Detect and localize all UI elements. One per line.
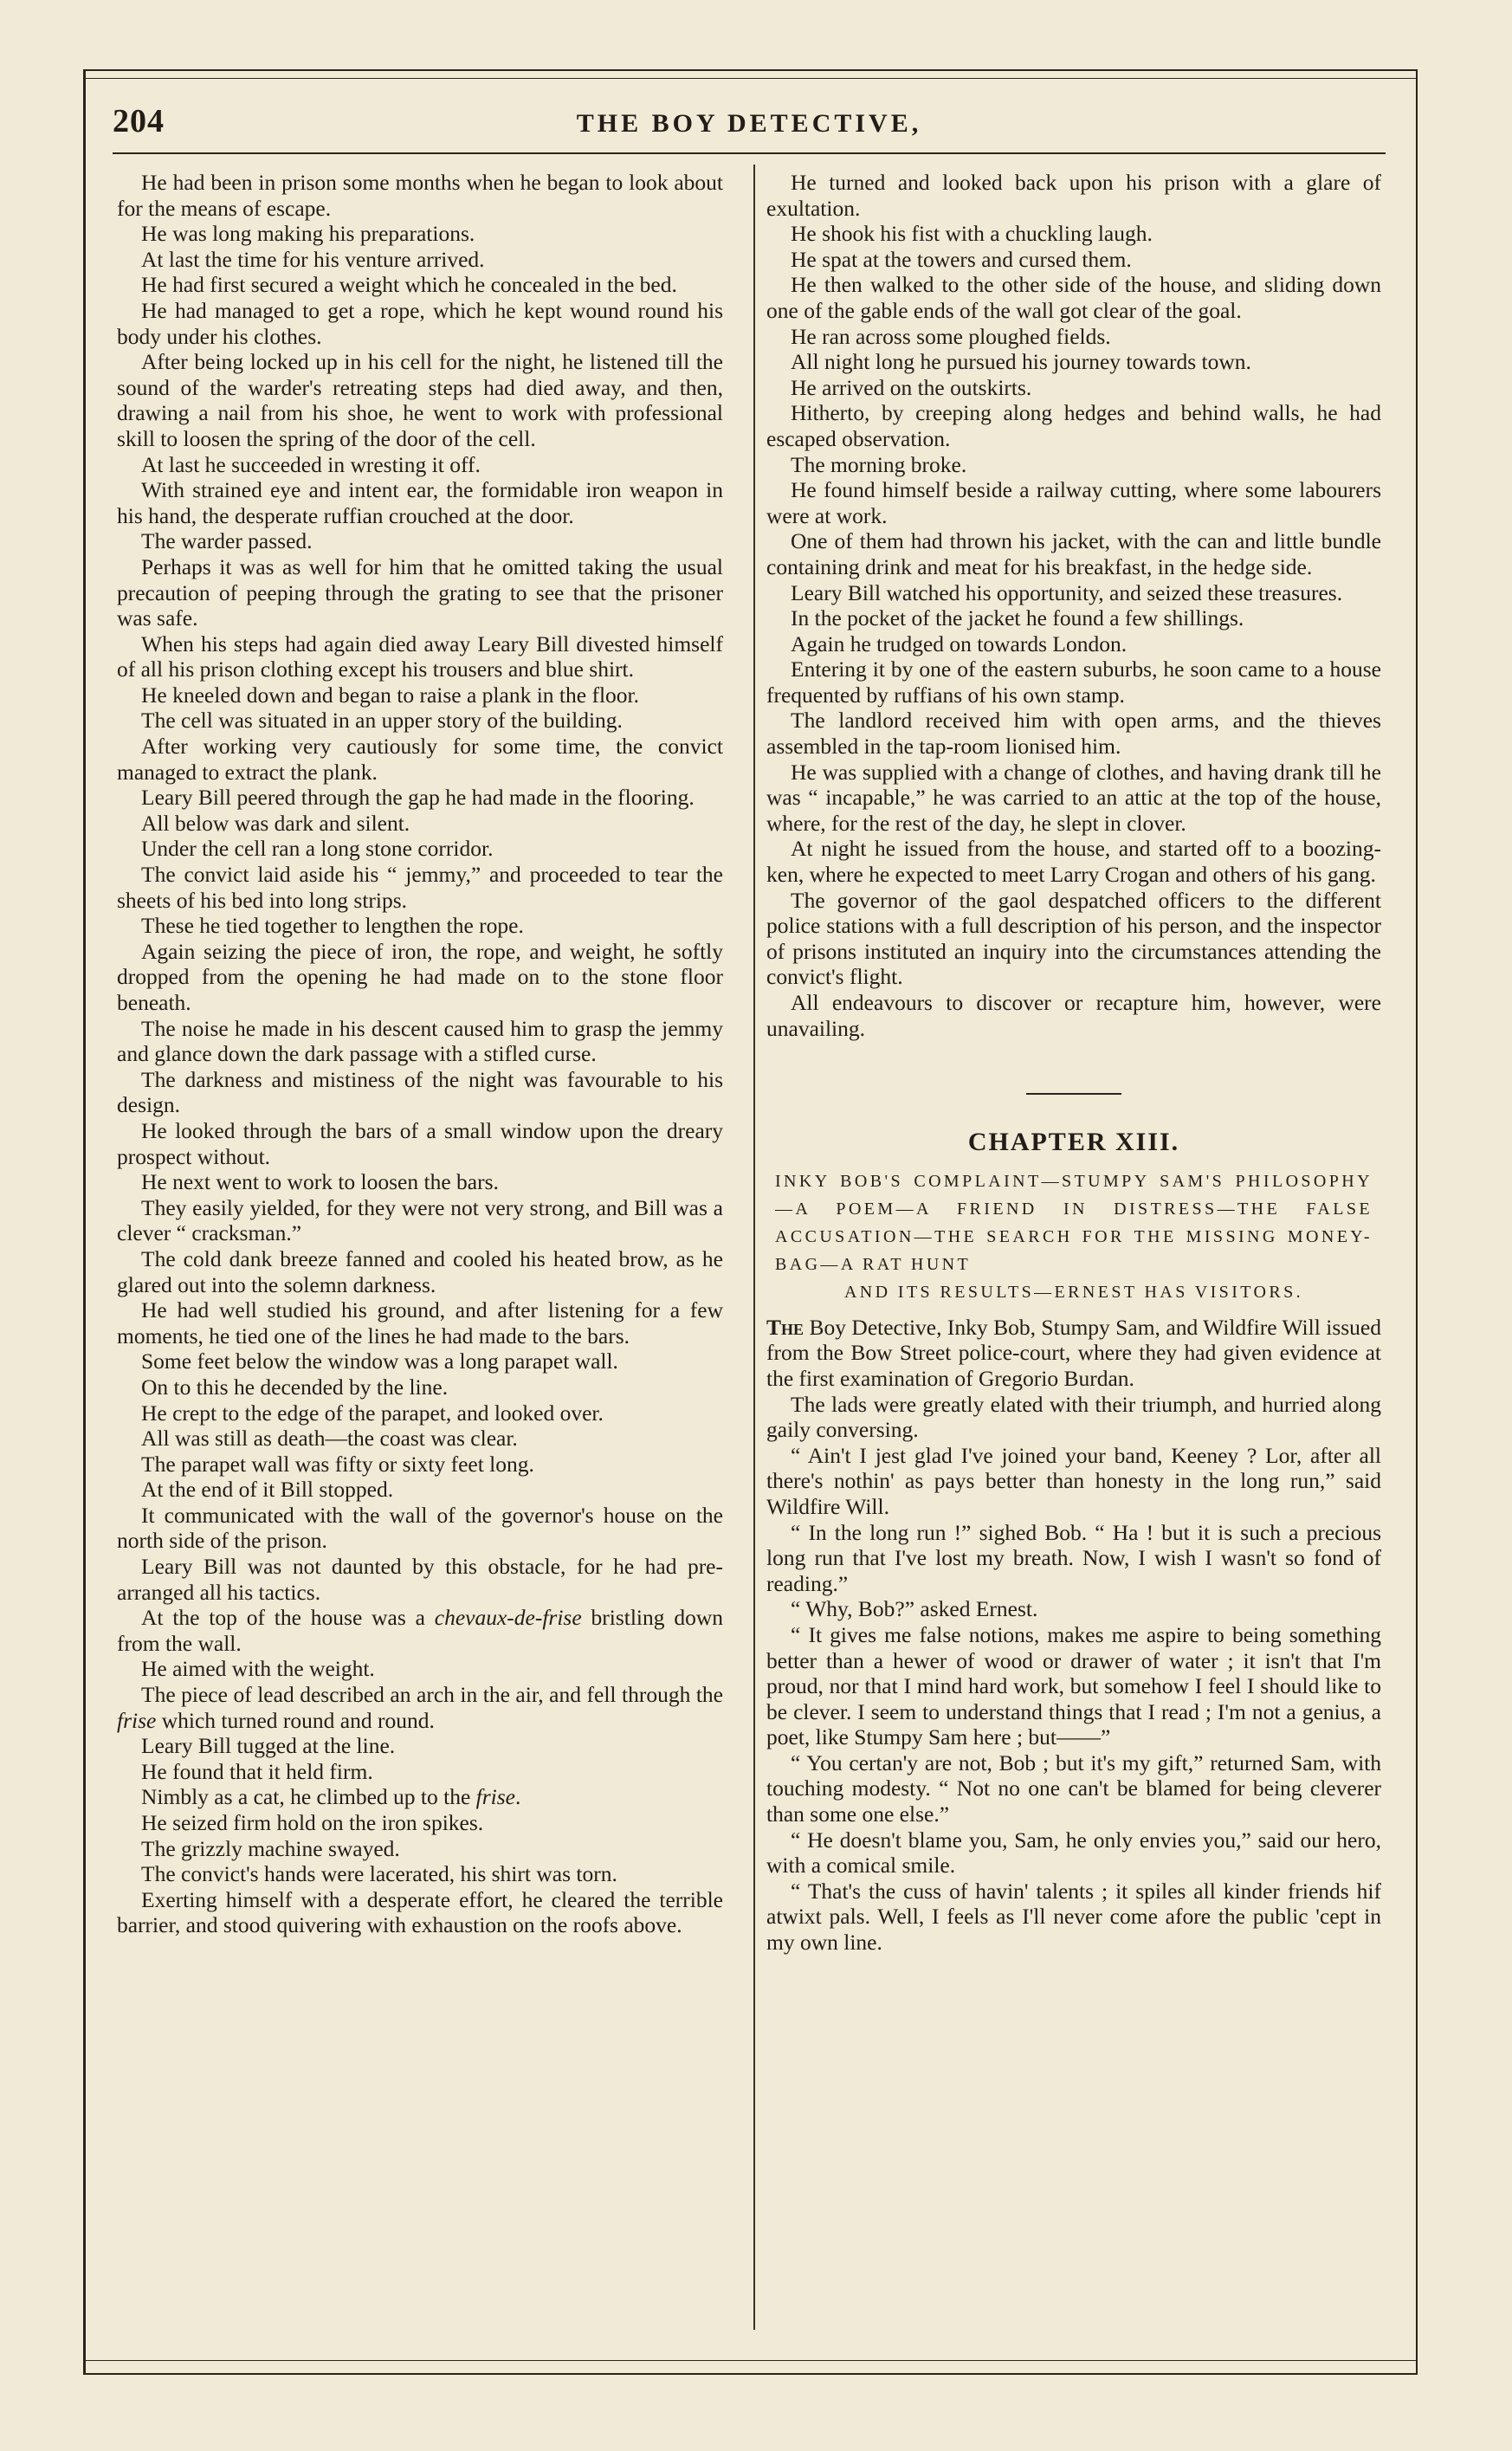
column-divider — [753, 165, 755, 2330]
paragraph: “ It gives me false notions, makes me aspire to being something better than a hewer of wood or drawer of water ; it isn't that I'm proud, nor that I mind hard work, but somehow I feel I should like to be clever. I seem to understand things that I read ; I'm not a genius, a poet, like Stumpy Sam here ; but——” — [766, 1621, 1381, 1750]
paragraph: He arrived on the outskirts. — [791, 374, 1032, 400]
paragraph: He turned and looked back upon his prison with a glare of exultation. — [766, 170, 1381, 221]
paragraph: The darkness and mistiness of the night was favourable to his design. — [117, 1066, 723, 1118]
paragraph: One of them had thrown his jacket, with the can and little bundle containing drink and meat for his breakfast, in the hedge side. — [766, 528, 1381, 579]
paragraph: He found himself beside a railway cutting, where some labourers were at work. — [766, 477, 1381, 528]
paragraph: On to this he decended by the line. — [141, 1374, 449, 1400]
paragraph: With strained eye and intent ear, the formidable iron weapon in his hand, the desperate ruffian crouched at the door. — [117, 477, 723, 528]
right-column — [766, 170, 1381, 1956]
paragraph: After working very cautiously for some time, the convict managed to extract the plank. — [117, 734, 723, 785]
paragraph: At last the time for his venture arrived. — [141, 246, 485, 272]
paragraph: The noise he made in his descent caused him to grasp the jemmy and glance down the dark passage with a stifled curse. — [117, 1015, 723, 1067]
chapter-first-word: The — [766, 1314, 804, 1340]
paragraph: These he tied together to lengthen the rope. — [141, 913, 524, 939]
paragraph: Leary Bill watched his opportunity, and seized these treasures. — [791, 579, 1343, 605]
paragraph: Some feet below the window was a long parapet wall. — [141, 1348, 618, 1374]
paragraph: It communicated with the wall of the governor's house on the north side of the prison. — [117, 1502, 723, 1554]
paragraph: Nimbly as a cat, he climbed up to the frise. — [141, 1784, 521, 1810]
paragraph: Under the cell ran a long stone corridor. — [141, 836, 494, 862]
paragraph: Again he trudged on towards London. — [791, 631, 1128, 656]
chapter-opening-text: Boy Detective, Inky Bob, Stumpy Sam, and Wildfire Will issued from the Bow Street police-court, where they had given evidence at the first examination of Gregorio Burdan. — [766, 1314, 1381, 1391]
paragraph: Exerting himself with a desperate effort, he cleared the terrible barrier, and stood quivering with exhaustion on the roofs above. — [117, 1886, 723, 1938]
paragraph: He found that it held firm. — [141, 1758, 373, 1784]
paragraph: All was still as death—the coast was clear. — [141, 1426, 518, 1452]
paragraph: The convict laid aside his “ jemmy,” and proceeded to tear the sheets of his bed into long strips. — [117, 862, 723, 913]
paragraph: “ Ain't I jest glad I've joined your band, Keeney ? Lor, after all there's nothin' as pays better than honesty in the long run,” said Wildfire Will. — [766, 1442, 1381, 1519]
paragraph: The lads were greatly elated with their triumph, and hurried along gaily conversing. — [766, 1391, 1381, 1443]
paragraph: He had well studied his ground, and after listening for a few moments, he tied one of the lines he had made to the bars. — [117, 1297, 723, 1348]
paragraph: He seized firm hold on the iron spikes. — [141, 1810, 484, 1835]
paragraph: All endeavours to discover or recapture him, however, were unavailing. — [766, 990, 1381, 1041]
paragraph: Leary Bill was not daunted by this obstacle, for he had pre-arranged all his tactics. — [117, 1554, 723, 1605]
paragraph: “ You certan'y are not, Bob ; but it's my gift,” returned Sam, with touching modesty. “ Not no one can't be blamed for being cleverer than some one else.” — [766, 1749, 1381, 1827]
paragraph: The grizzly machine swayed. — [141, 1835, 400, 1861]
chapter-separator-rule — [1026, 1093, 1121, 1095]
paragraph: He kneeled down and began to raise a plank in the floor. — [141, 682, 639, 708]
paragraph: Leary Bill peered through the gap he had made in the flooring. — [141, 785, 695, 811]
paragraph: The cell was situated in an upper story of the building. — [141, 708, 623, 734]
paragraph: Again seizing the piece of iron, the rope, and weight, he softly dropped from the opening he had made on to the stone floor beneath. — [117, 938, 723, 1015]
paragraph: The governor of the gaol despatched officers to the different police stations with a full description of his person, and the inspector of prisons instituted an inquiry into the circumstances attending the convict's flight. — [766, 887, 1381, 990]
paragraph: He shook his fist with a chuckling laugh. — [791, 221, 1153, 247]
paragraph: He had managed to get a rope, which he kept wound round his body under his clothes. — [117, 297, 723, 349]
paragraph: He ran across some ploughed fields. — [791, 323, 1111, 349]
paragraph: The warder passed. — [141, 528, 313, 554]
paragraph: At night he issued from the house, and started off to a boozing-ken, where he expected to meet Larry Crogan and others of his gang. — [766, 836, 1381, 888]
paragraph: “ That's the cuss of havin' talents ; it spiles all kinder friends hif atwixt pals. Well, I feels as I'll never come afore the public 'cept in my own line. — [766, 1878, 1381, 1956]
right-column-paragraphs — [766, 170, 1381, 1041]
paragraph: After being locked up in his cell for the night, he listened till the sound of the warder's retreating steps had died away, and then, drawing a nail from his shoe, he went to work with professional skill to loosen the spring of the door of the cell. — [117, 349, 723, 451]
paragraph: He spat at the towers and cursed them. — [791, 246, 1132, 272]
chapter-summary-text: INKY BOB'S COMPLAINT—STUMPY SAM'S PHILOSOPHY—A POEM—A FRIEND IN DISTRESS—THE FALSE ACCUSATION—THE SEARCH FOR THE MISSING MONEY-BAG—A RAT HUNT — [775, 1171, 1373, 1274]
paragraph: At last he succeeded in wresting it off. — [141, 451, 481, 477]
paragraph: They easily yielded, for they were not very strong, and Bill was a clever “ cracksman.” — [117, 1194, 723, 1246]
paragraph: In the pocket of the jacket he found a few shillings. — [791, 605, 1244, 631]
paragraph: He was supplied with a change of clothes, and having drank till he was “ incapable,” he was carried to an attic at the top of the house, where, for the rest of the day, he slept in clover. — [766, 759, 1381, 836]
paragraph: He had first secured a weight which he concealed in the bed. — [141, 272, 677, 298]
paragraph: Perhaps it was as well for him that he omitted taking the usual precaution of peeping through the grating to see that the prisoner was safe. — [117, 553, 723, 631]
paragraph: “ In the long run !” sighed Bob. “ Ha ! but it is such a precious long run that I've lost my breath. Now, I wish I wasn't so fond of reading.” — [766, 1519, 1381, 1596]
paragraph: All night long he pursued his journey towards town. — [791, 349, 1251, 375]
chapter-paragraphs — [766, 1392, 1381, 1956]
paragraph: The morning broke. — [791, 451, 967, 477]
chapter-opening-paragraph — [766, 1315, 1381, 1392]
chapter-summary — [775, 1167, 1373, 1306]
paragraph: The landlord received him with open arms, and the thieves assembled in the tap-room lionised him. — [766, 708, 1381, 760]
paragraph: He was long making his preparations. — [141, 221, 475, 247]
paragraph: He next went to work to loosen the bars. — [141, 1169, 499, 1195]
paragraph: At the top of the house was a chevaux-de-frise bristling down from the wall. — [117, 1605, 724, 1656]
paragraph: Entering it by one of the eastern suburbs, he soon came to a house frequented by ruffians of his own stamp. — [766, 656, 1381, 708]
paragraph: The parapet wall was fifty or sixty feet long. — [141, 1451, 534, 1477]
paragraph: He crept to the edge of the parapet, and looked over. — [141, 1400, 604, 1426]
paragraph: “ He doesn't blame you, Sam, he only envies you,” said our hero, with a comical smile. — [766, 1827, 1381, 1879]
paragraph: Hitherto, by creeping along hedges and behind walls, he had escaped observation. — [766, 400, 1381, 451]
paragraph: The convict's hands were lacerated, his shirt was torn. — [141, 1861, 617, 1887]
paragraph: The piece of lead described an arch in the air, and fell through the frise which turned round and round. — [117, 1682, 723, 1733]
bottom-rule — [83, 2360, 1417, 2361]
paragraph: At the end of it Bill stopped. — [141, 1477, 394, 1503]
left-column — [117, 170, 723, 1938]
chapter-title: CHAPTER XIII. — [967, 1128, 1180, 1157]
paragraph: He had been in prison some months when he began to look about for the means of escape. — [117, 170, 723, 221]
header-rule — [113, 152, 1386, 154]
page-header — [113, 102, 1386, 154]
paragraph: He then walked to the other side of the house, and sliding down one of the gable ends of the wall got clear of the goal. — [766, 272, 1381, 323]
chapter-summary-last-line: AND ITS RESULTS—ERNEST HAS VISITORS. — [843, 1282, 1304, 1302]
paragraph: When his steps had again died away Leary Bill divested himself of all his prison clothing except his trousers and blue shirt. — [117, 631, 723, 682]
paragraph: He looked through the bars of a small window upon the dreary prospect without. — [117, 1117, 723, 1169]
paragraph: “ Why, Bob?” asked Ernest. — [791, 1596, 1038, 1622]
paragraph: Leary Bill tugged at the line. — [141, 1733, 396, 1759]
running-title: THE BOY DETECTIVE, — [576, 109, 922, 138]
paragraph: The cold dank breeze fanned and cooled his heated brow, as he glared out into the solemn darkness. — [117, 1245, 723, 1297]
page-number: 204 — [113, 103, 165, 139]
paragraph: He aimed with the weight. — [141, 1656, 375, 1682]
paragraph: All below was dark and silent. — [141, 810, 410, 836]
